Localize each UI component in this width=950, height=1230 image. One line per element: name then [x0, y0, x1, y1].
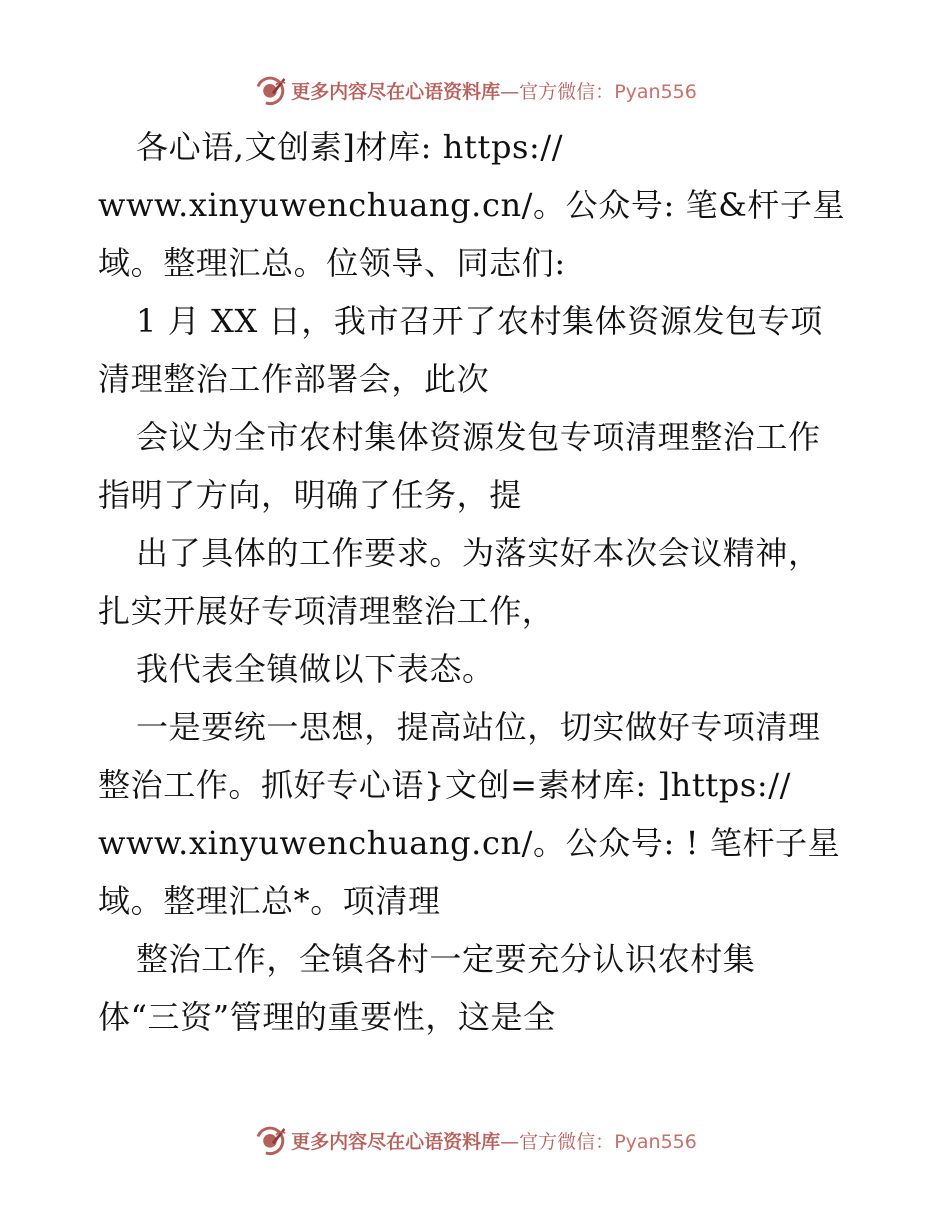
text-line: 我代表全镇做以下表态。: [136, 650, 495, 688]
banner-wechat-id: Pyan556: [614, 80, 697, 103]
text-line: 域。整理汇总*。项清理: [98, 882, 441, 920]
text-line: 指明了方向，明确了任务，提: [98, 476, 522, 514]
banner-wechat-label: 官方微信：: [519, 1130, 615, 1153]
banner-main-text: 更多内容尽在心语资料库: [291, 80, 501, 103]
banner-dash: —: [500, 80, 520, 103]
text-line: 各心语,文创素]材库: https://: [136, 128, 564, 166]
banner-main-text: 更多内容尽在心语资料库: [291, 1130, 501, 1153]
text-line: www.xinyuwenchuang.cn/。公众号: 笔&杆子星: [98, 186, 846, 224]
text-line: 扎实开展好专项清理整治工作，: [98, 592, 555, 630]
text-line: 一是要统一思想，提高站位，切实做好专项清理: [136, 708, 821, 746]
banner-dash: —: [500, 1130, 520, 1153]
banner-text: [291, 77, 697, 104]
text-line: 整治工作，全镇各村一定要充分认识农村集: [136, 940, 756, 978]
footer-watermark-banner: [0, 1120, 950, 1160]
text-line: 清理整治工作部署会，此次: [98, 360, 490, 398]
text-line: 整治工作。抓好专心语}文创=素材库: ]https://: [98, 766, 791, 804]
logo-icon: [253, 73, 287, 107]
text-line: 会议为全市农村集体资源发包专项清理整治工作: [136, 418, 821, 456]
text-line: 体“三资”管理的重要性，这是全: [98, 998, 556, 1036]
header-watermark-banner: [0, 70, 950, 110]
banner-wechat-label: 官方微信：: [519, 80, 615, 103]
text-line: 出了具体的工作要求。为落实好本次会议精神，: [136, 534, 821, 572]
logo-icon: [253, 1123, 287, 1157]
text-line: 域。整理汇总。位领导、同志们:: [98, 244, 566, 282]
text-line: 1 月 XX 日，我市召开了农村集体资源发包专项: [136, 302, 823, 340]
banner-text: [291, 1127, 697, 1154]
text-line: www.xinyuwenchuang.cn/。公众号: ! 笔杆子星: [98, 824, 841, 862]
banner-wechat-id: Pyan556: [614, 1130, 697, 1153]
document-body: [98, 118, 868, 1046]
